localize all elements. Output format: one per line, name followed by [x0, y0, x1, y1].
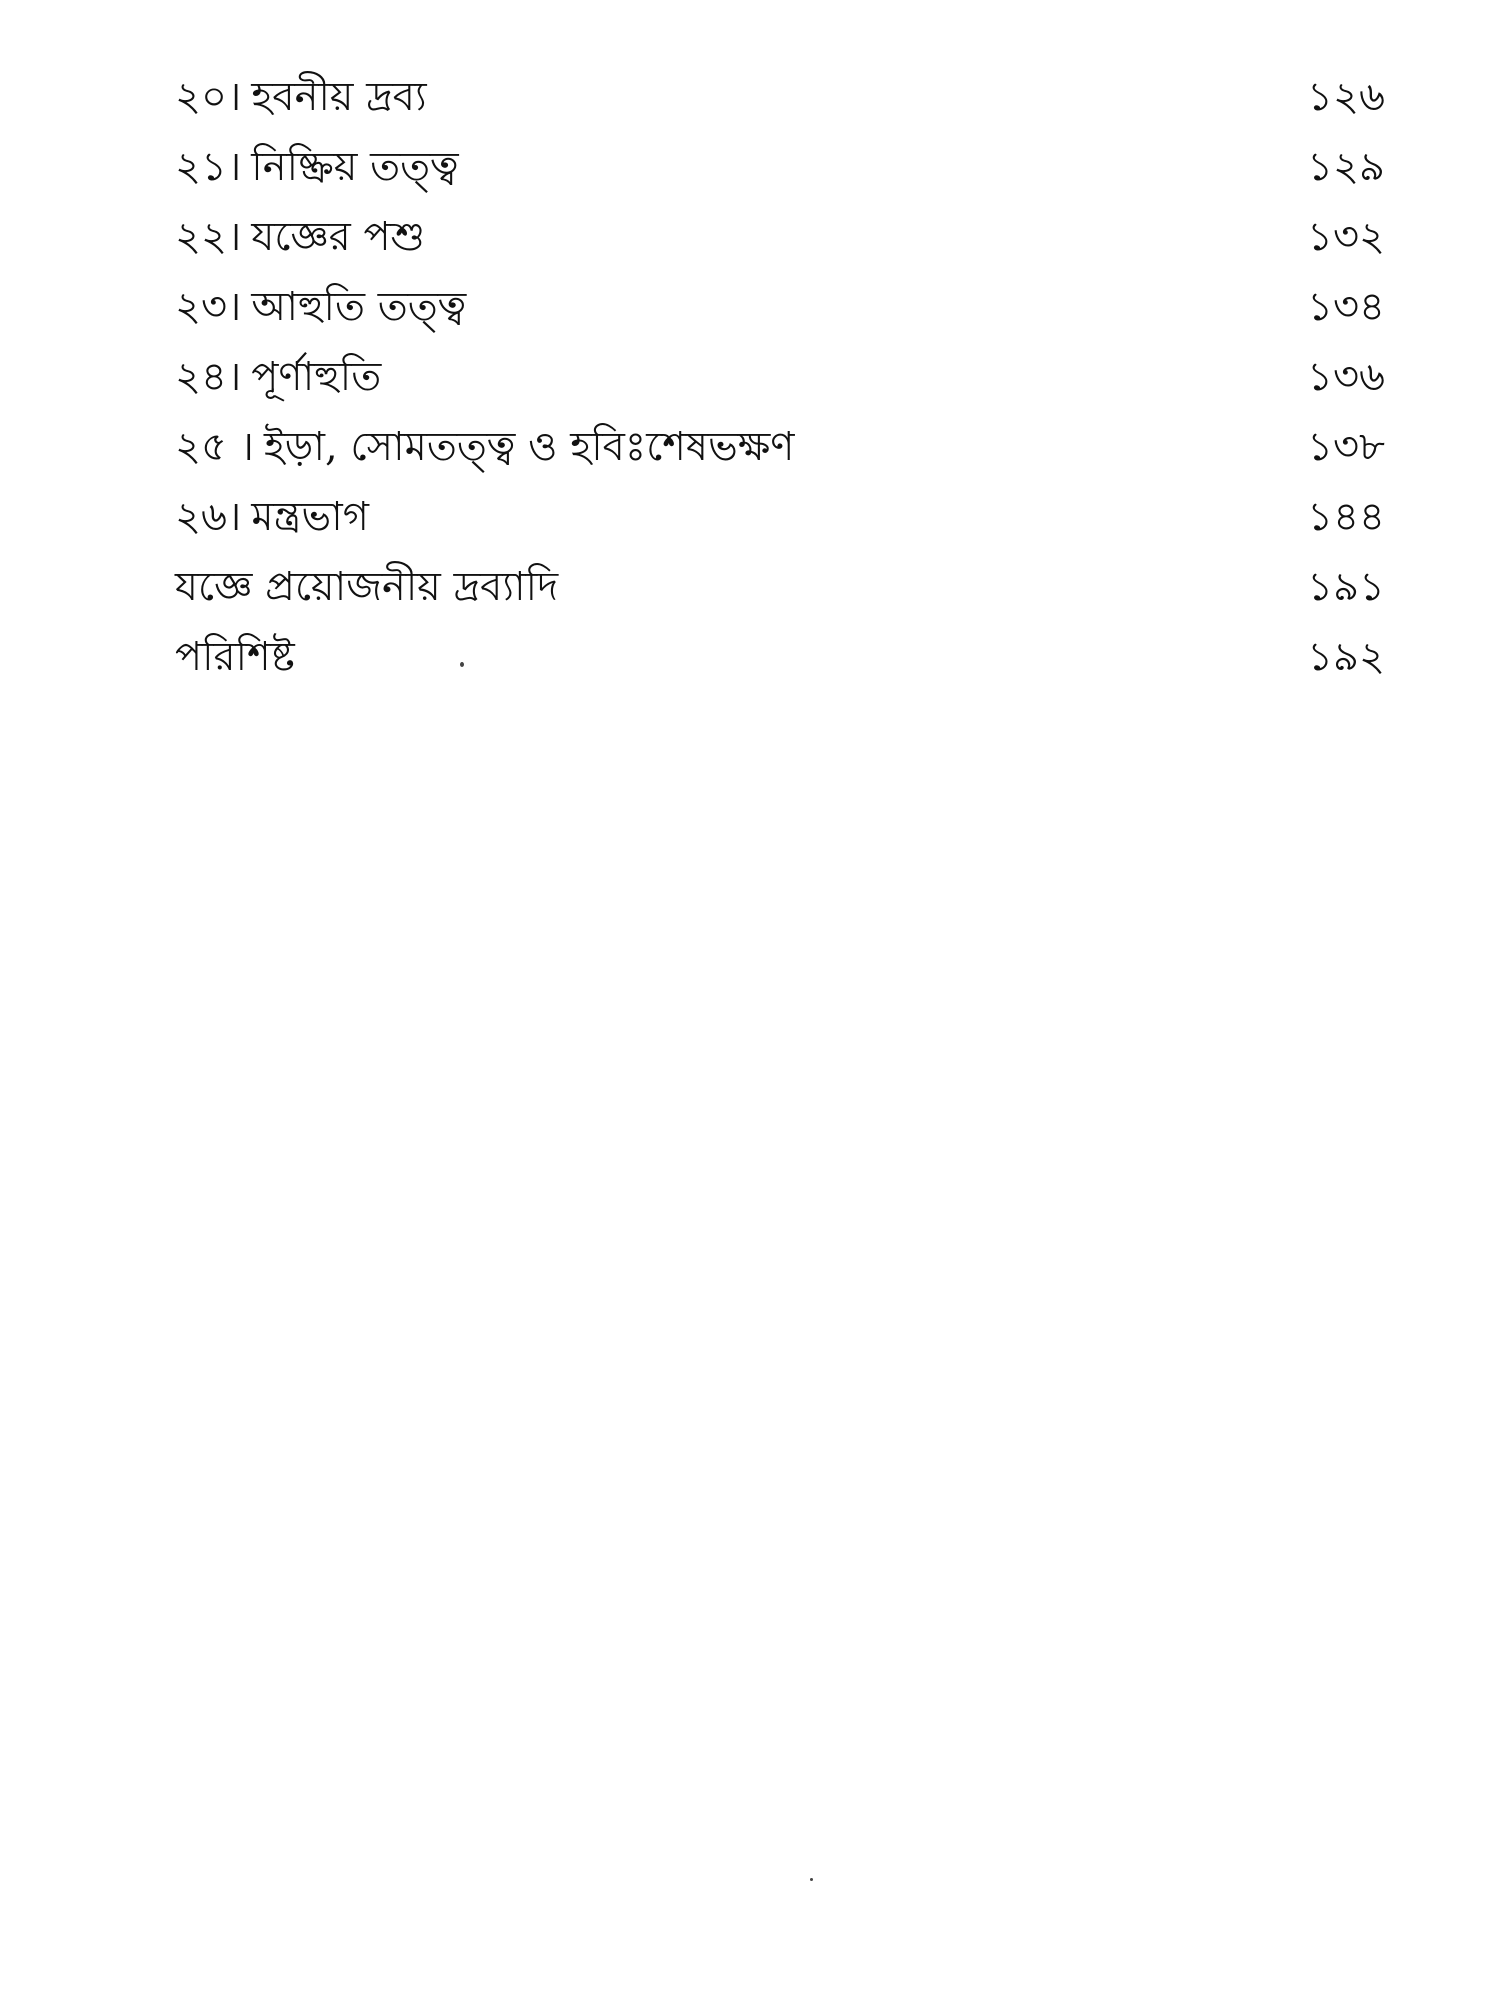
- toc-entry-title: হবনীয় দ্রব্য: [251, 74, 427, 120]
- toc-entry-26: [175, 482, 1385, 552]
- toc-entry-25: [175, 412, 1385, 482]
- toc-entry-page: ১৩৬: [1307, 354, 1385, 400]
- toc-entry-label: [175, 622, 295, 692]
- toc-entry-number: ২১।: [175, 144, 242, 190]
- toc-entry-24: [175, 342, 1385, 412]
- toc-entry-page: ১২৬: [1307, 74, 1385, 120]
- toc-entry-title: নিষ্ক্রিয় তত্ত্ব: [251, 144, 459, 190]
- toc-entry-label: [175, 62, 427, 132]
- scan-speck: [810, 1878, 813, 1881]
- toc-entry-title: যজ্ঞের পশু: [251, 214, 426, 260]
- toc-entry-label: [175, 202, 425, 272]
- toc-entry-title: পরিশিষ্ট: [175, 634, 295, 680]
- toc-entry-title: ইড়া, সোমতত্ত্ব ও হবিঃশেষভক্ষণ: [263, 424, 795, 470]
- toc-entry-title: মন্ত্রভাগ: [251, 494, 369, 540]
- table-of-contents: [175, 62, 1385, 692]
- toc-entry-title: আহুতি তত্ত্ব: [251, 284, 467, 330]
- scan-speck: [460, 662, 464, 667]
- toc-entry-page: ১৩৮: [1307, 424, 1385, 470]
- toc-entry-required-materials: [175, 552, 1385, 622]
- toc-entry-22: [175, 202, 1385, 272]
- toc-entry-label: [175, 482, 369, 552]
- toc-entry-page: ১২৯: [1307, 144, 1385, 190]
- toc-entry-page: ১৩৪: [1307, 284, 1385, 330]
- toc-entry-title: পূর্ণাহুতি: [251, 354, 382, 400]
- toc-entry-label: [175, 272, 466, 342]
- toc-entry-label: [175, 342, 381, 412]
- toc-entry-number: ২৪।: [175, 354, 242, 400]
- toc-entry-number: ২৬।: [175, 494, 242, 540]
- toc-entry-page: ১৯২: [1307, 634, 1385, 680]
- toc-entry-label: [175, 412, 794, 482]
- toc-entry-23: [175, 272, 1385, 342]
- toc-entry-page: ১৪৪: [1307, 494, 1385, 540]
- toc-entry-appendix: [175, 622, 1385, 692]
- toc-entry-title: যজ্ঞে প্রয়োজনীয় দ্রব্যাদি: [175, 564, 559, 610]
- toc-entry-label: [175, 132, 459, 202]
- toc-entry-number: ২৫ ।: [175, 424, 254, 470]
- toc-entry-number: ২০।: [175, 74, 242, 120]
- toc-entry-20: [175, 62, 1385, 132]
- toc-entry-number: ২৩।: [175, 284, 242, 330]
- toc-entry-label: [175, 552, 558, 622]
- toc-entry-number: ২২।: [175, 214, 242, 260]
- toc-entry-21: [175, 132, 1385, 202]
- toc-entry-page: ১৩২: [1307, 214, 1385, 260]
- toc-entry-page: ১৯১: [1307, 564, 1385, 610]
